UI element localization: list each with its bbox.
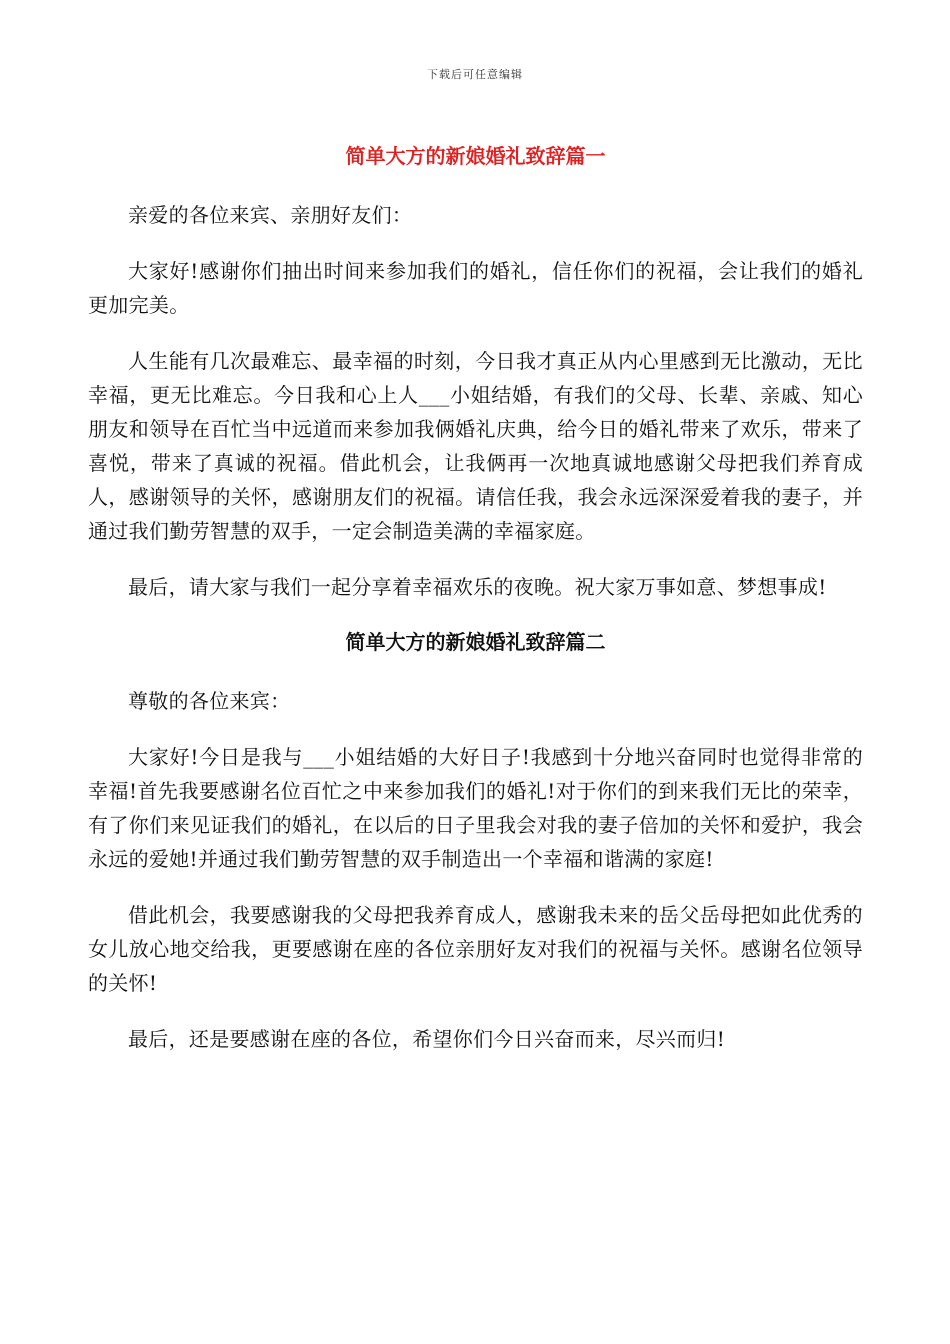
section-1-paragraph: 大家好!感谢你们抽出时间来参加我们的婚礼，信任你们的祝福，会让我们的婚礼更加完美。	[88, 259, 863, 317]
section-1-paragraph: 最后，请大家与我们一起分享着幸福欢乐的夜晚。祝大家万事如意、梦想事成!	[128, 575, 827, 599]
section-2-paragraph: 最后，还是要感谢在座的各位，希望你们今日兴奋而来，尽兴而归!	[128, 1027, 726, 1051]
header-note: 下载后可任意编辑	[427, 68, 523, 81]
section-1-title: 简单大方的新娘婚礼致辞篇一	[345, 144, 606, 168]
document-body	[88, 140, 863, 1056]
section-1-salutation: 亲爱的各位来宾、亲朋好友们：	[128, 203, 413, 227]
section-2-paragraph: 借此机会，我要感谢我的父母把我养育成人，感谢我未来的岳父岳母把如此优秀的女儿放心地交给我，更要感谢在座的各位亲朋好友对我们的祝福与关怀。感谢名位领导的关怀!	[88, 903, 863, 995]
section-2-paragraph: 大家好!今日是我与___小姐结婚的大好日子!我感到十分地兴奋同时也觉得非常的幸福!首先我要感谢名位百忙之中来参加我们的婚礼!对于你们的到来我们无比的荣幸，有了你们来见证我们的婚礼，在以后的日子里我会对我的妻子倍加的关怀和爱护，我会永远的爱她!并通过我们勤劳智慧的双手制造出一个幸福和谐满的家庭!	[88, 745, 863, 871]
section-1-paragraph: 人生能有几次最难忘、最幸福的时刻，今日我才真正从内心里感到无比激动，无比幸福，更无比难忘。今日我和心上人___小姐结婚，有我们的父母、长辈、亲戚、知心朋友和领导在百忙当中远道而来参加我俩婚礼庆典，给今日的婚礼带来了欢乐，带来了喜悦，带来了真诚的祝福。借此机会，让我俩再一次地真诚地感谢父母把我们养育成人，感谢领导的关怀，感谢朋友们的祝福。请信任我，我会永远深深爱着我的妻子，并通过我们勤劳智慧的双手，一定会制造美满的幸福家庭。	[88, 349, 863, 543]
section-2-salutation: 尊敬的各位来宾：	[128, 689, 291, 713]
section-2-title: 简单大方的新娘婚礼致辞篇二	[345, 630, 606, 654]
